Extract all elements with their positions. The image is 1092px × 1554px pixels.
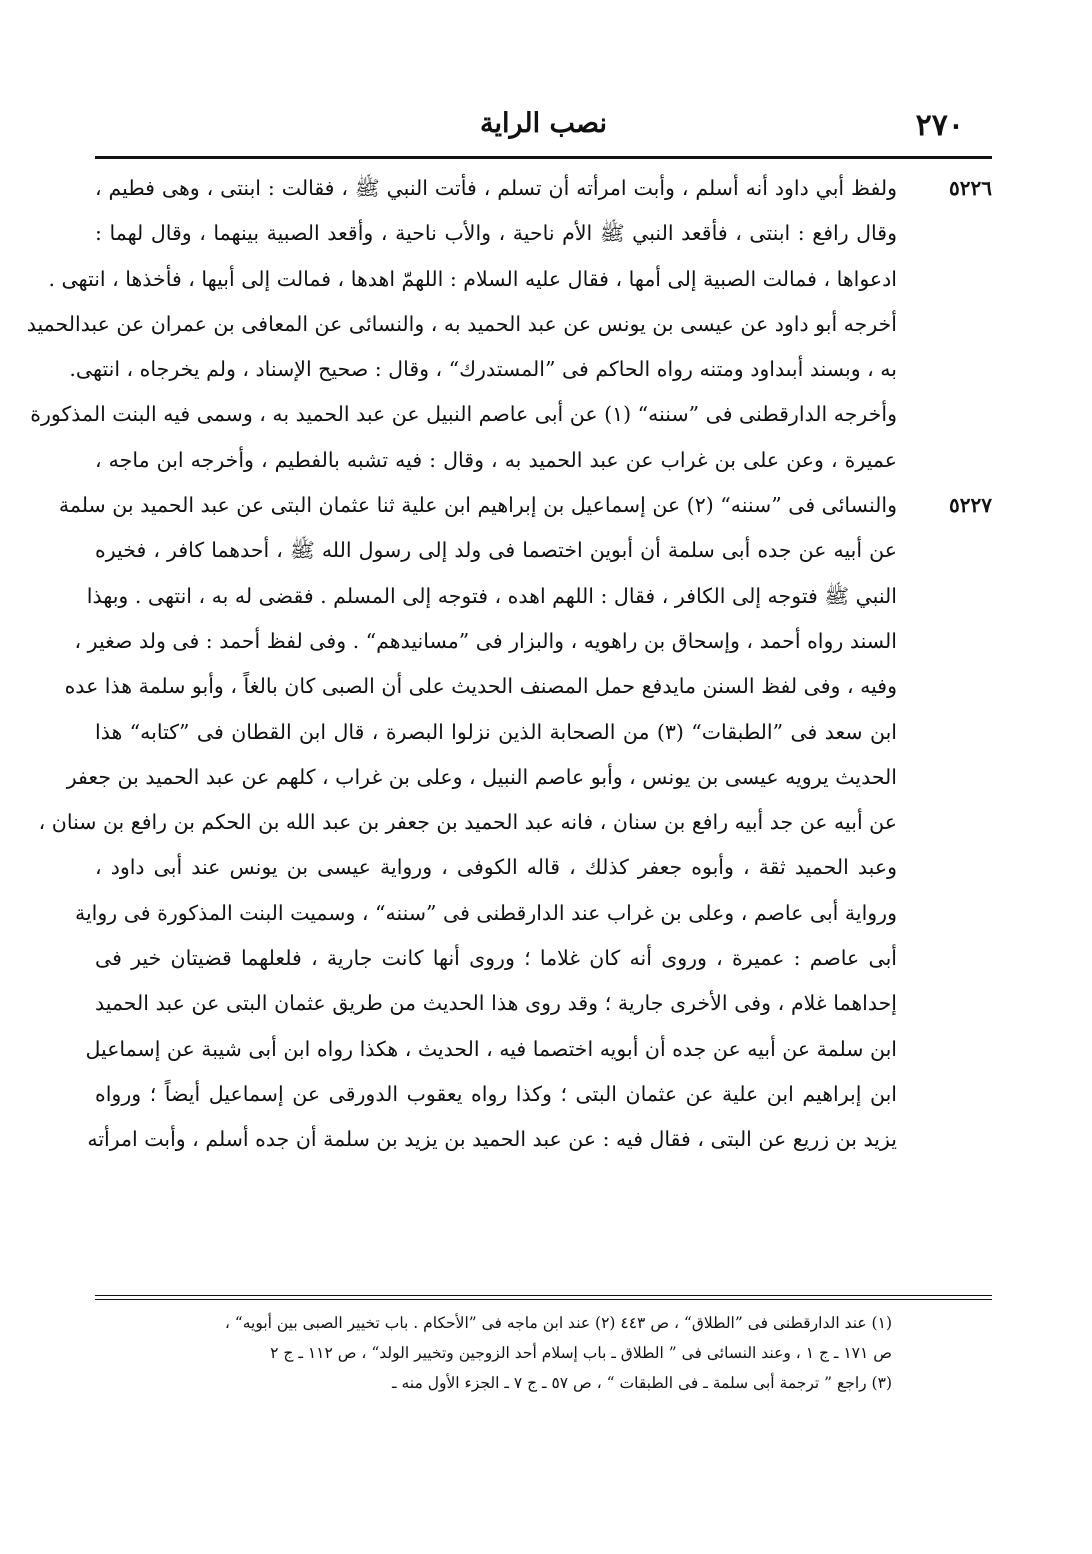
text-line (87, 1117, 992, 1162)
line-text: ورواية أبى عاصم ، وعلى بن غراب عند الدارقطنى فى ”سننه“ ، وسميت البنت المذكورة فى رواية (74, 900, 897, 925)
line-text: أخرجه أبو داود عن عيسى بن يونس عن عبد الحميد به ، والنسائى عن المعافى بن عمران عن عبدالحميد (26, 311, 897, 336)
hadith-number: ٥٢٢٦ (949, 176, 992, 200)
footnote-line: (١) عند الدارقطنى فى ”الطلاق“ ، ص ٤٤٣ (٢) عند ابن ماجه فى ”الأحكام . باب تخيير الصبى بين أبويه“ ، (224, 1314, 892, 1332)
footnote-line: ص ١٧١ ـ ج ١ ، وعند النسائى فى ” الطلاق ـ باب إسلام أحد الزوجين وتخيير الولد“ ، ص ١١٢ ـ ج ٢ (270, 1344, 892, 1362)
text-line (26, 302, 992, 347)
text-line (64, 664, 992, 709)
running-title: نصب الراية (480, 108, 607, 139)
footnote-line: (٣) راجع ” ترجمة أبى سلمة ـ فى الطبقات “ ، ص ٥٧ ـ ج ٧ ـ الجزء الأول منه ـ (392, 1374, 892, 1392)
line-text: به ، وبسند أبىداود ومتنه رواه الحاكم فى ”المستدرك“ ، وقال : صحيح الإسناد ، ولم يخرجاه ، انتهى. (69, 357, 897, 382)
text-line (48, 257, 992, 302)
main-text (26, 166, 992, 1163)
footnotes (95, 1308, 992, 1398)
line-text: ابن إبراهيم ابن علية عن عثمان البتى ؛ وكذا رواه يعقوب الدورقى عن إسماعيل أيضاً ؛ ورواه (95, 1081, 897, 1106)
line-text: إحداهما غلام ، وفى الأخرى جارية ؛ وقد روى هذا الحديث من طريق عثمان البتى عن عبد الحميد (95, 991, 897, 1016)
text-line (74, 619, 992, 664)
line-text: النبي ﷺ فتوجه إلى الكافر ، فقال : اللهم اهده ، فتوجه إلى المسلم . فقضى له به ، انتهى . وبهذا (86, 583, 897, 608)
text-line (86, 574, 992, 619)
text-line (95, 845, 992, 890)
line-text: السند رواه أحمد ، وإسحاق بن راهويه ، والبزار فى ”مسانيدهم“ . وفى لفظ أحمد : فى ولد صغير ، (74, 628, 897, 653)
text-line (95, 936, 992, 981)
text-line (30, 392, 992, 437)
header-rule (95, 156, 992, 159)
text-line (38, 800, 992, 845)
text-line (95, 710, 992, 755)
line-text: والنسائى فى ”سننه“ (٢) عن إسماعيل بن إبراهيم ابن علية ثنا عثمان البتى عن عبد الحميد بن سلمة (58, 493, 897, 518)
text-line (95, 981, 992, 1026)
line-text: عن أبيه عن جد أبيه رافع بن سنان ، فانه عبد الحميد بن جعفر بن عبد الله بن الحكم بن رافع بن سنان ، (38, 810, 897, 835)
line-text: عميرة ، وعن على بن غراب عن عبد الحميد به ، وقال : فيه تشبه بالفطيم ، وأخرجه ابن ماجه ، (95, 447, 897, 472)
page-number: ٢٧٠ (915, 108, 964, 143)
line-text: ولفظ أبي داود أنه أسلم ، وأبت امرأته أن تسلم ، فأتت النبي ﷺ ، فقالت : ابنتى ، وهى فطيم ، (95, 176, 897, 200)
line-text: وعبد الحميد ثقة ، وأبوه جعفر كذلك ، قاله الكوفى ، ورواية عيسى بن يونس عند أبى داود ، (95, 855, 897, 880)
text-line (95, 166, 992, 211)
page-header (95, 108, 992, 152)
text-line (85, 1027, 992, 1072)
line-text: وفيه ، وفى لفظ السنن مايدفع حمل المصنف الحديث على أن الصبى كان بالغاً ، وأبو سلمة هذا عده (64, 674, 897, 699)
line-text: ابن سعد فى ”الطبقات“ (٣) من الصحابة الذين نزلوا البصرة ، قال ابن القطان فى ”كتابه“ هذا (95, 719, 897, 744)
text-line (69, 347, 992, 392)
text-line (95, 438, 992, 483)
text-line (58, 483, 992, 528)
line-text: وقال رافع : ابنتى ، فأقعد النبي ﷺ الأم ناحية ، والأب ناحية ، وأقعد الصبية بينهما ، وقال لهما : (95, 221, 897, 246)
line-text: وأخرجه الدارقطنى فى ”سننه“ (١) عن أبى عاصم النبيل عن عبد الحميد به ، وسمى فيه البنت المذكورة (30, 402, 897, 427)
text-line (95, 528, 992, 573)
line-text: ابن سلمة عن أبيه عن جده أن أبويه اختصما فيه ، الحديث ، هكذا رواه ابن أبى شيبة عن إسماعيل (85, 1036, 897, 1061)
line-text: ادعواها ، فمالت الصبية إلى أمها ، فقال عليه السلام : اللهمّ اهدها ، فمالت إلى أبيها ، فأخذها ، انتهى . (48, 266, 897, 291)
line-text: يزيد بن زريع عن البتى ، فقال فيه : عن عبد الحميد بن يزيد بن سلمة أن جده أسلم ، وأبت امرأته (87, 1127, 897, 1152)
text-line (74, 891, 992, 936)
text-line (95, 1072, 992, 1117)
text-line (95, 211, 992, 256)
text-line (66, 755, 992, 800)
footnote-separator (95, 1295, 992, 1300)
hadith-number: ٥٢٢٧ (949, 493, 992, 518)
line-text: عن أبيه عن جده أبى سلمة أن أبوين اختصما فى ولد إلى رسول الله ﷺ ، أحدهما كافر ، فخيره (95, 538, 897, 563)
line-text: أبى عاصم : عميرة ، وروى أنه كان غلاما ؛ وروى أنها كانت جارية ، فلعلهما قضيتان خير فى (95, 946, 897, 971)
line-text: الحديث يرويه عيسى بن يونس ، وأبو عاصم النبيل ، وعلى بن غراب ، كلهم عن عبد الحميد بن جعفر (66, 764, 897, 789)
